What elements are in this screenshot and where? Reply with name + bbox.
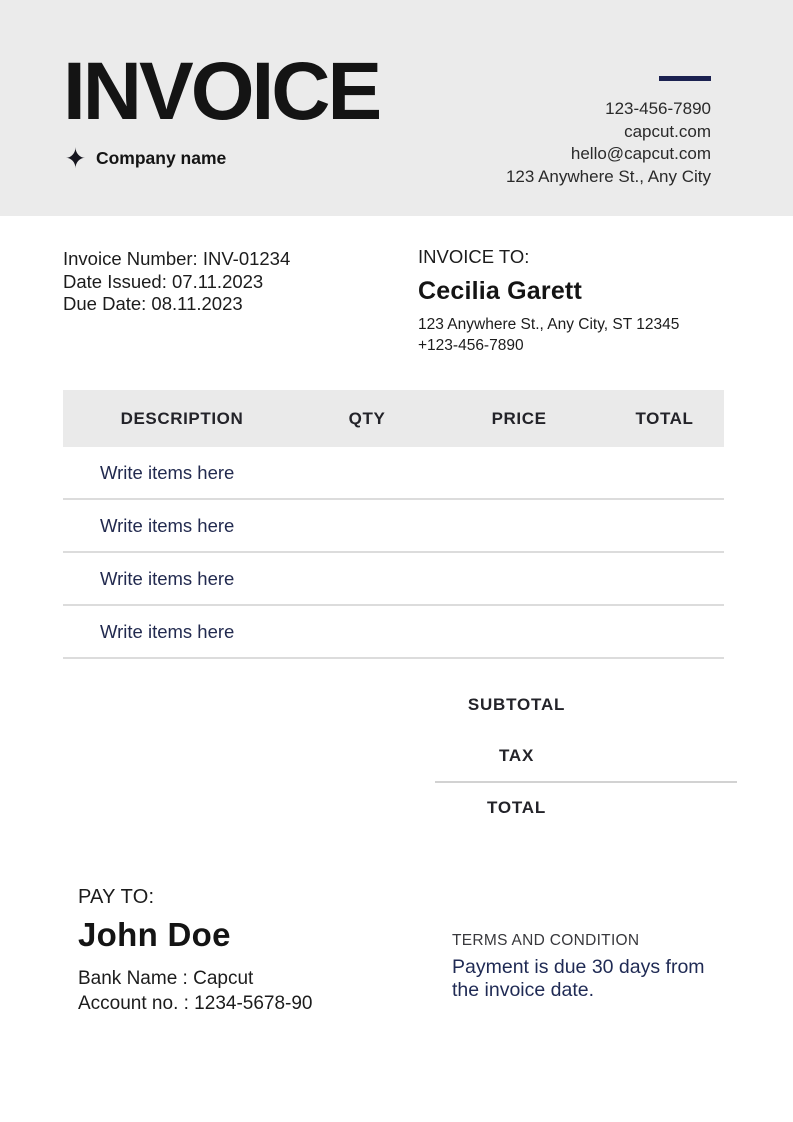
page-title: INVOICE — [63, 46, 380, 137]
summary-block — [435, 679, 737, 832]
payee-name: John Doe — [78, 916, 231, 953]
item-description-placeholder: Write items here — [100, 461, 235, 483]
contact-email: hello@capcut.com — [570, 144, 711, 164]
due-date: Due Date: 08.11.2023 — [63, 293, 243, 314]
bill-to-block — [418, 246, 679, 356]
pay-to-label: PAY TO: — [78, 886, 155, 908]
item-description-placeholder: Write items here — [100, 620, 235, 642]
table-header-row — [63, 390, 724, 447]
invoice-number: Invoice Number: INV-01234 — [63, 248, 291, 269]
account-number: Account no. : 1234-5678-90 — [78, 992, 313, 1014]
contact-website: capcut.com — [624, 121, 711, 141]
tax-row — [435, 730, 737, 781]
date-issued: Date Issued: 07.11.2023 — [63, 270, 264, 292]
brand-block — [63, 46, 380, 175]
company-name: Company name — [95, 147, 227, 168]
terms-label: TERMS AND CONDITION — [452, 932, 640, 949]
contact-address: 123 Anywhere St., Any City — [505, 166, 711, 186]
pay-to-block — [63, 883, 313, 1016]
accent-line — [659, 76, 711, 81]
subtotal-row — [435, 679, 737, 730]
invoice-meta-section — [0, 216, 793, 356]
column-header-qty: QTY — [348, 408, 386, 428]
table-row — [63, 606, 724, 659]
items-table — [63, 390, 724, 659]
total-label: TOTAL — [486, 797, 547, 817]
table-row — [63, 447, 724, 500]
contact-block — [506, 50, 711, 188]
bank-name: Bank Name : Capcut — [78, 968, 254, 989]
customer-address: 123 Anywhere St., Any City, ST 12345 — [418, 316, 680, 333]
footer — [0, 883, 793, 1016]
invoice-to-label: INVOICE TO: — [418, 246, 530, 267]
customer-name: Cecilia Garett — [418, 277, 582, 305]
company-row — [63, 141, 379, 175]
header — [0, 0, 793, 216]
column-header-total: TOTAL — [635, 408, 694, 428]
column-header-price: PRICE — [491, 408, 547, 428]
table-row — [63, 553, 724, 606]
terms-block — [452, 883, 730, 1016]
tax-label: TAX — [498, 745, 535, 765]
contact-phone: 123-456-7890 — [605, 99, 711, 119]
column-header-description: DESCRIPTION — [120, 408, 244, 428]
terms-text: Payment is due 30 days from the invoice date. — [452, 956, 705, 1001]
item-description-placeholder: Write items here — [100, 514, 235, 536]
customer-phone: +123-456-7890 — [418, 336, 524, 354]
item-description-placeholder: Write items here — [100, 567, 235, 589]
table-row — [63, 500, 724, 553]
four-pointed-star-icon: ✦ — [65, 141, 86, 175]
invoice-details — [63, 246, 418, 356]
total-row — [435, 781, 737, 832]
subtotal-label: SUBTOTAL — [467, 694, 566, 714]
